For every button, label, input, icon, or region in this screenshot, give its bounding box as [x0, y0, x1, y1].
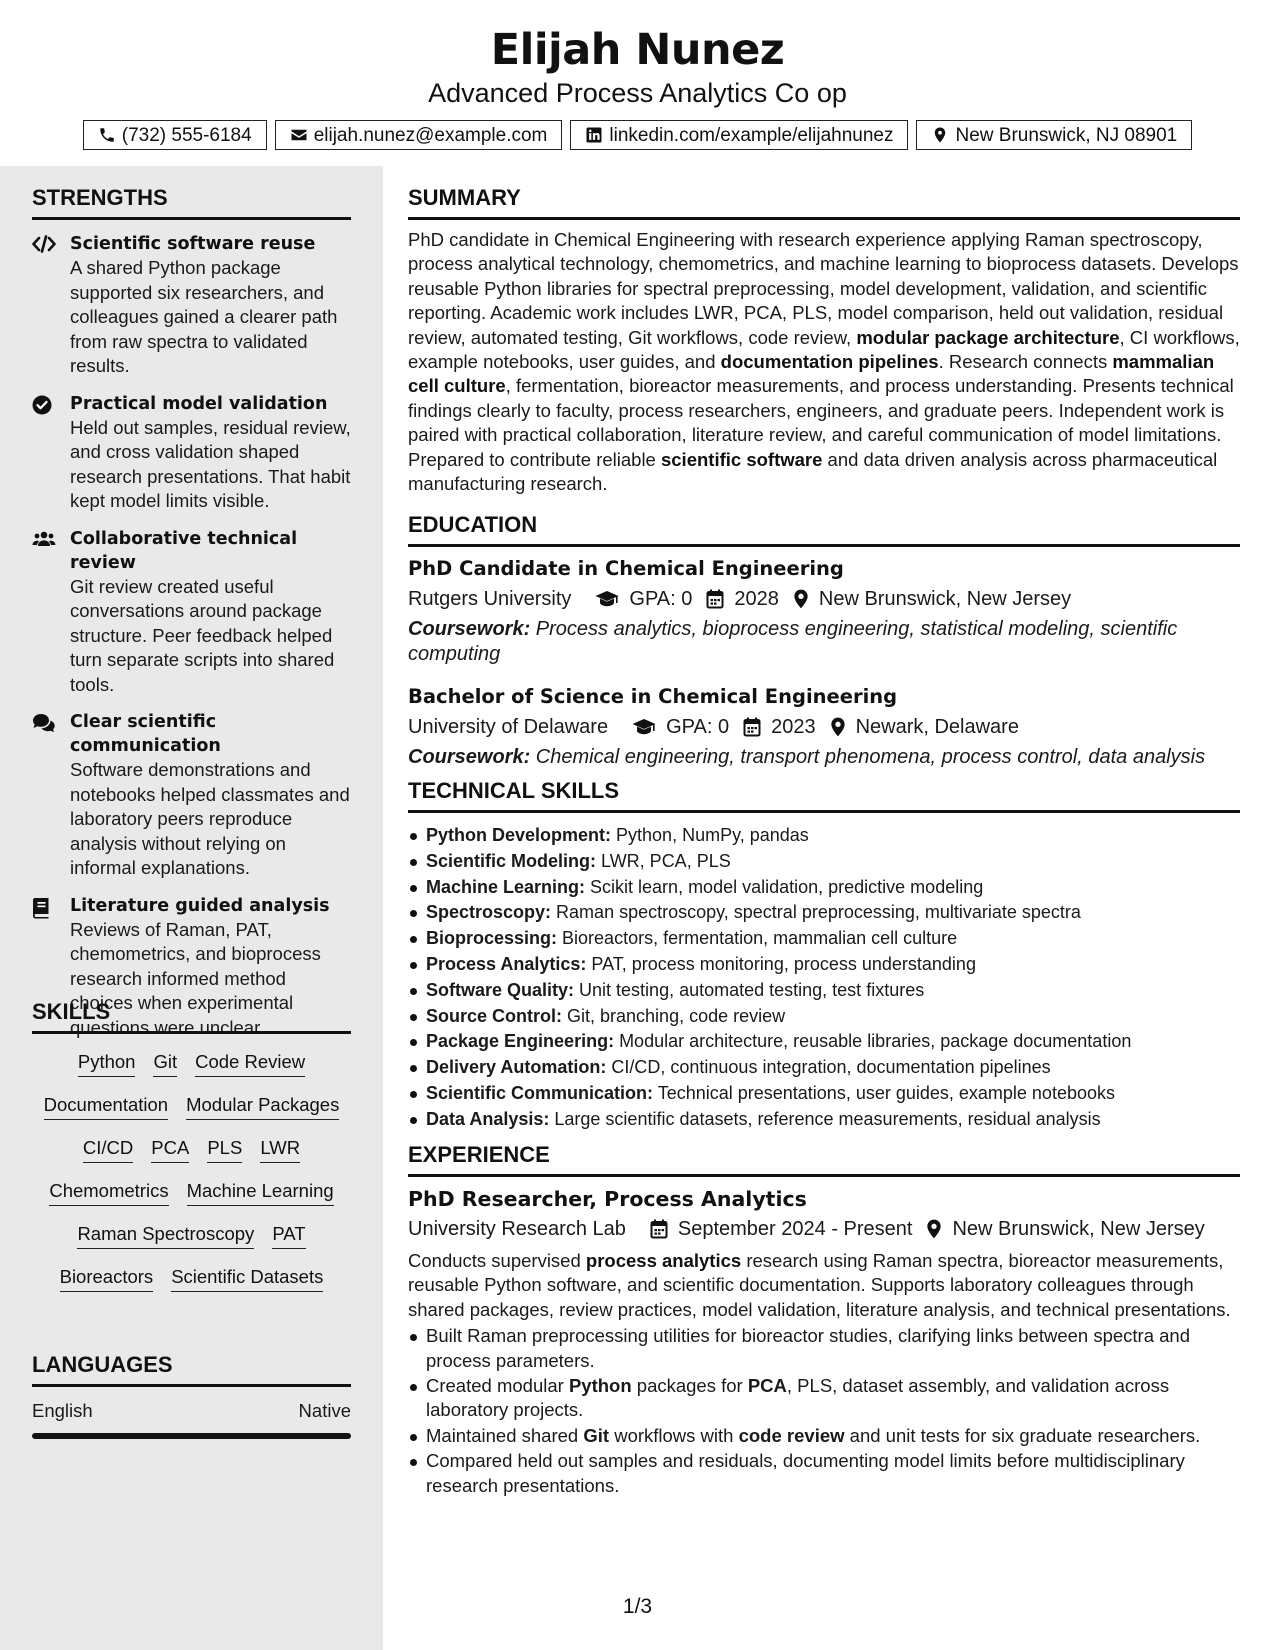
skill-tag: Scientific Datasets — [171, 1265, 323, 1292]
skill-values: PAT, process monitoring, process understanding — [586, 953, 976, 974]
skill-category: Bioprocessing: — [426, 928, 558, 949]
skill-tag: PLS — [207, 1136, 242, 1163]
experience-bullet: Maintained shared Git workflows with code review and unit tests for six graduate researchers. — [408, 1424, 1240, 1448]
graduation-year: 2028 — [734, 588, 779, 610]
skill-row — [32, 1265, 351, 1292]
language-level: Native — [298, 1400, 351, 1421]
experience-meta — [408, 1215, 1240, 1243]
school-location: New Brunswick, New Jersey — [818, 588, 1072, 610]
strength-title: Scientific software reuse — [70, 234, 316, 254]
skill-values: Large scientific datasets, reference measurements, residual analysis — [549, 1108, 1101, 1129]
gpa: GPA: 0 — [666, 716, 730, 738]
envelope-icon — [290, 126, 308, 144]
technical-skill-item — [408, 1081, 1240, 1107]
map-marker-icon — [931, 126, 949, 144]
language-row — [32, 1399, 351, 1423]
degree-title: Bachelor of Science in Chemical Engineering — [408, 685, 898, 708]
coursework-label: Coursework: — [408, 618, 531, 640]
language-level-bar — [32, 1433, 351, 1439]
technical-skill-item — [408, 900, 1240, 926]
summary-text: PhD candidate in Chemical Engineering with research experience applying Raman spectroscopy, process analytical technology, chemometrics, and machine learning to bioprocess datasets. Develops reusable Python libraries for spectral preprocessing, model development, validation, and scientific reporting. Academic work includes LWR, PCA, PLS, model comparison, held out validation, residual review, automated testing, Git workflows, code review, modular package architecture, CI workflows, example notebooks, user guides, and documentation pipelines. Research connects mammalian cell culture, fermentation, bioreactor measurements, and process understanding. Presents technical findings clearly to faculty, process researchers, engineers, and graduate peers. Independent work is paired with practical collaboration, literature review, and careful communication of model limitations. Prepared to contribute reliable scientific software and data driven analysis across pharmaceutical manufacturing research. — [408, 229, 1240, 495]
experience-bullet: Created modular Python packages for PCA, PLS, dataset assembly, and validation across laboratory projects. — [408, 1374, 1240, 1423]
map-marker-icon — [793, 589, 809, 609]
contact-bar — [0, 120, 1275, 150]
contact-email[interactable] — [275, 120, 563, 150]
bold-keyword: Git — [583, 1424, 610, 1446]
skill-row — [32, 1222, 351, 1249]
bold-keyword: process analytics — [585, 1250, 742, 1271]
linkedin-text: linkedin.com/example/elijahnunez — [609, 124, 894, 146]
education-entry — [408, 684, 1240, 770]
technical-skills-heading: TECHNICAL SKILLS — [408, 777, 1240, 813]
experience-role: PhD Researcher, Process Analytics — [408, 1187, 807, 1211]
skill-tag: Raman Spectroscopy — [77, 1222, 254, 1249]
school-location: Newark, Delaware — [855, 716, 1019, 738]
map-marker-icon — [926, 1219, 942, 1239]
skill-tag: PAT — [272, 1222, 305, 1249]
coursework: Coursework: Process analytics, bioprocess engineering, statistical modeling, scientific computing — [408, 618, 1178, 665]
experience-bullets — [408, 1324, 1240, 1498]
coursework: Coursework: Chemical engineering, transport phenomena, process control, data analysis — [408, 746, 1206, 768]
comments-icon — [32, 710, 70, 881]
technical-skill-item — [408, 1107, 1240, 1133]
education-meta — [408, 713, 1240, 741]
education-heading: EDUCATION — [408, 511, 1240, 547]
bold-keyword: Python — [568, 1375, 632, 1397]
sidebar — [0, 166, 383, 1650]
skill-category: Process Analytics: — [426, 953, 587, 974]
location-text: New Brunswick, NJ 08901 — [955, 124, 1178, 146]
strengths-section — [32, 184, 351, 1040]
experience-org: University Research Lab — [408, 1218, 626, 1240]
strength-title: Clear scientific communication — [70, 712, 221, 756]
strength-item — [32, 232, 351, 379]
skill-category: Delivery Automation: — [426, 1057, 607, 1078]
skill-category: Package Engineering: — [426, 1031, 615, 1052]
skill-category: Data Analysis: — [426, 1108, 550, 1129]
bold-keyword: modular package architecture — [856, 326, 1120, 348]
skill-values: Bioreactors, fermentation, mammalian cell culture — [557, 928, 958, 949]
skill-row — [32, 1093, 351, 1120]
bold-keyword: scientific software — [660, 448, 823, 470]
skill-tag: Code Review — [195, 1050, 305, 1077]
contact-location[interactable] — [916, 120, 1192, 150]
contact-linkedin[interactable] — [570, 120, 908, 150]
languages-section — [32, 1351, 351, 1439]
skill-category: Machine Learning: — [426, 876, 586, 897]
phone-icon — [98, 126, 116, 144]
skill-values: CI/CD, continuous integration, documentation pipelines — [606, 1057, 1051, 1078]
calendar-icon — [706, 589, 724, 609]
technical-skill-item — [408, 1029, 1240, 1055]
skill-values: Modular architecture, reusable libraries, package documentation — [614, 1031, 1132, 1052]
experience-bullet: Built Raman preprocessing utilities for bioreactor studies, clarifying links between spectra and process parameters. — [408, 1324, 1240, 1373]
bold-keyword: mammalian cell culture — [408, 351, 1215, 397]
technical-skills-list — [408, 823, 1240, 1133]
calendar-icon — [650, 1219, 668, 1239]
skill-values: Python, NumPy, pandas — [611, 825, 809, 845]
bold-keyword: PCA — [747, 1375, 787, 1397]
contact-phone[interactable] — [83, 120, 267, 150]
experience-bullet: Compared held out samples and residuals, documenting model limits before multidisciplinary research presentations. — [408, 1449, 1240, 1498]
technical-skill-item — [408, 1004, 1240, 1030]
skill-tag: Bioreactors — [60, 1265, 154, 1292]
experience-intro: Conducts supervised process analytics research using Raman spectra, bioreactor measurements, reusable Python software, and scientific documentation. Supports laboratory colleagues through shared packages, review practices, model validation, literature analysis, and technical presentations. — [408, 1250, 1231, 1320]
strengths-heading: STRENGTHS — [32, 184, 351, 220]
skill-tag: Documentation — [44, 1093, 168, 1120]
skill-tag: Machine Learning — [187, 1179, 334, 1206]
resume-header — [0, 0, 1275, 166]
skill-category: Spectroscopy: — [426, 902, 552, 923]
candidate-name: Elijah Nunez — [490, 25, 785, 75]
education-meta — [408, 585, 1240, 613]
skill-values: LWR, PCA, PLS — [596, 850, 731, 871]
phone-text: (732) 555-6184 — [121, 124, 252, 146]
strength-title: Practical model validation — [70, 393, 328, 414]
skill-tag: Chemometrics — [49, 1179, 168, 1206]
strength-item — [32, 527, 351, 698]
technical-skill-item — [408, 952, 1240, 978]
skill-tag: PCA — [151, 1136, 189, 1163]
map-marker-icon — [830, 717, 846, 737]
strength-title: Literature guided analysis — [70, 895, 330, 916]
technical-skills-section — [408, 777, 1240, 1133]
linkedin-icon — [585, 126, 603, 144]
email-text: elijah.nunez@example.com — [313, 124, 548, 146]
skill-tag: Git — [153, 1050, 177, 1077]
skill-values: Technical presentations, user guides, example notebooks — [653, 1082, 1115, 1103]
skill-category: Software Quality: — [426, 979, 575, 1000]
code-icon — [32, 232, 70, 379]
experience-location: New Brunswick, New Jersey — [952, 1218, 1205, 1240]
languages-heading: LANGUAGES — [32, 1351, 351, 1387]
strengths-list — [32, 232, 351, 1040]
skill-values: Raman spectroscopy, spectral preprocessing, multivariate spectra — [551, 902, 1081, 923]
technical-skill-item — [408, 849, 1240, 875]
technical-skill-item — [408, 926, 1240, 952]
candidate-title: Advanced Process Analytics Co op — [428, 78, 847, 108]
strength-description: Git review created useful conversations around package structure. Peer feedback helped turn separate scripts into shared tools. — [70, 575, 335, 695]
strength-description: Reviews of Raman, PAT, chemometrics, and bioprocess research informed method choices when experimental questions were unclear. — [70, 918, 321, 1038]
strength-description: Software demonstrations and notebooks helped classmates and laboratory peers reproduce analysis without relying on informal explanations. — [70, 759, 350, 878]
skills-list — [32, 1050, 351, 1292]
skill-tag: LWR — [260, 1136, 300, 1163]
skill-row — [32, 1050, 351, 1077]
coursework-label: Coursework: — [408, 746, 531, 768]
users-icon — [32, 527, 70, 698]
school-name: University of Delaware — [408, 716, 609, 738]
experience-heading: EXPERIENCE — [408, 1141, 1240, 1177]
bold-keyword: documentation pipelines — [720, 351, 939, 373]
strength-description: A shared Python package supported six researchers, and colleagues gained a clearer path from raw spectra to validated results. — [70, 257, 338, 376]
page-number: 1/3 — [622, 1595, 653, 1618]
education-entry — [408, 556, 1240, 666]
check-circle-icon — [32, 392, 70, 514]
technical-skill-item — [408, 875, 1240, 901]
graduation-year: 2023 — [771, 716, 816, 738]
skill-values: Scikit learn, model validation, predictive modeling — [585, 876, 984, 897]
strength-item — [32, 710, 351, 881]
language-name: English — [32, 1400, 93, 1421]
skill-values: Unit testing, automated testing, test fixtures — [574, 979, 925, 1000]
bold-keyword: code review — [738, 1424, 845, 1446]
skill-tag: Python — [78, 1050, 136, 1077]
skill-row — [32, 1179, 351, 1206]
skill-category: Python Development: — [426, 825, 612, 845]
skills-heading: SKILLS — [32, 998, 351, 1034]
education-section — [408, 511, 1240, 770]
skill-tag: CI/CD — [83, 1136, 133, 1163]
graduation-cap-icon — [595, 590, 619, 608]
technical-skill-item — [408, 978, 1240, 1004]
graduation-cap-icon — [632, 718, 656, 736]
technical-skill-item — [408, 1055, 1240, 1081]
summary-section — [408, 184, 1240, 496]
strength-description: Held out samples, residual review, and cross validation shaped research presentations. That habit kept model limits visible. — [70, 416, 351, 511]
experience-section — [408, 1141, 1240, 1499]
technical-skill-item — [408, 823, 1240, 849]
degree-title: PhD Candidate in Chemical Engineering — [408, 557, 844, 580]
school-name: Rutgers University — [408, 588, 572, 610]
strength-title: Collaborative technical review — [70, 528, 298, 573]
summary-heading: SUMMARY — [408, 184, 1240, 220]
education-list — [408, 556, 1240, 770]
skill-category: Scientific Communication: — [426, 1082, 654, 1103]
skill-values: Git, branching, code review — [562, 1005, 786, 1026]
skill-row — [32, 1136, 351, 1163]
skill-tag: Modular Packages — [186, 1093, 339, 1120]
skill-category: Source Control: — [426, 1005, 563, 1026]
skills-section — [32, 998, 351, 1292]
strength-item — [32, 392, 351, 514]
skill-category: Scientific Modeling: — [426, 850, 597, 871]
main-column — [383, 166, 1275, 1650]
experience-dates: September 2024 - Present — [677, 1218, 913, 1240]
calendar-icon — [743, 717, 761, 737]
gpa: GPA: 0 — [629, 588, 693, 610]
